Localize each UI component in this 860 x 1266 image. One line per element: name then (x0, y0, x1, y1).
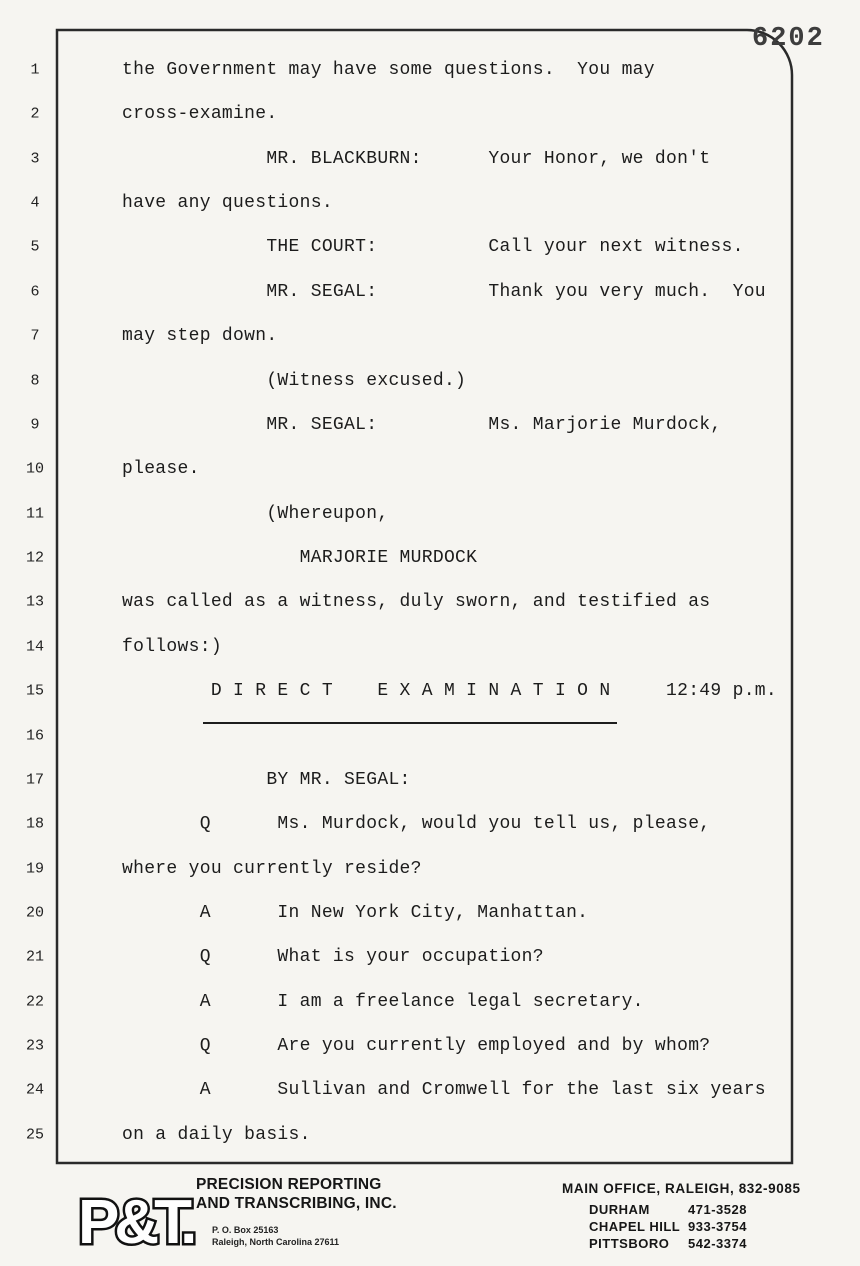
transcript-line (0, 891, 860, 935)
line-text: (Witness excused.) (122, 370, 467, 391)
transcript-line (0, 846, 860, 890)
transcript-line (0, 181, 860, 225)
line-number: 12 (25, 549, 44, 567)
transcript-line (0, 314, 860, 358)
line-text: MARJORIE MURDOCK (122, 548, 478, 569)
address-line2: Raleigh, North Carolina 27611 (212, 1236, 340, 1247)
line-text: MR. SEGAL: Thank you very much. You (122, 281, 766, 302)
line-text: Q Are you currently employed and by whom? (122, 1036, 711, 1057)
line-text: on a daily basis. (122, 1124, 311, 1145)
company-name (196, 1175, 397, 1213)
address-line1: P. O. Box 25163 (212, 1225, 279, 1235)
transcript-line (0, 1024, 860, 1068)
line-number: 7 (30, 327, 40, 345)
branch-phone: 542-3374 (688, 1236, 747, 1251)
company-name-line2: AND TRANSCRIBING, INC. (196, 1195, 397, 1212)
transcript-line (0, 935, 860, 979)
line-text: D I R E C T E X A M I N A T I O N 12:49 p.m. (122, 681, 778, 702)
transcript-line (0, 137, 860, 181)
line-number: 20 (25, 904, 44, 922)
line-text: where you currently reside? (122, 858, 422, 879)
line-number: 8 (30, 372, 40, 390)
transcript-line (0, 92, 860, 136)
prt-logo (76, 1169, 204, 1266)
branch-city: DURHAM (589, 1202, 650, 1217)
transcript-line (0, 802, 860, 846)
transcript-line (0, 758, 860, 802)
line-number: 2 (30, 105, 40, 123)
line-text: was called as a witness, duly sworn, and testified as (122, 592, 711, 613)
branch-office-row (589, 1201, 747, 1218)
branch-city: PITTSBORO (589, 1236, 670, 1251)
line-number: 14 (25, 638, 44, 656)
transcript-line (0, 980, 860, 1024)
line-number: 3 (30, 150, 40, 168)
line-text: the Government may have some questions. You may (122, 59, 655, 80)
line-text: Q What is your occupation? (122, 947, 544, 968)
line-number: 23 (25, 1037, 44, 1055)
line-text: A Sullivan and Cromwell for the last six years (122, 1080, 766, 1101)
transcript-line (0, 492, 860, 536)
line-text: have any questions. (122, 193, 333, 214)
branch-offices (589, 1201, 747, 1252)
line-number: 21 (25, 948, 44, 966)
line-number: 1 (30, 61, 40, 79)
transcript-line (0, 1113, 860, 1157)
line-text: may step down. (122, 326, 278, 347)
transcript-line (0, 580, 860, 624)
transcript-line (0, 403, 860, 447)
transcript-line (0, 48, 860, 92)
line-text: please. (122, 459, 200, 480)
line-text: MR. BLACKBURN: Your Honor, we don't (122, 148, 711, 169)
line-number: 18 (25, 815, 44, 833)
company-address (212, 1225, 339, 1248)
line-number: 25 (25, 1126, 44, 1144)
line-text: THE COURT: Call your next witness. (122, 237, 744, 258)
line-text: A In New York City, Manhattan. (122, 903, 589, 924)
line-number: 19 (25, 860, 44, 878)
line-text: Q Ms. Murdock, would you tell us, please, (122, 814, 711, 835)
main-office-line: MAIN OFFICE, RALEIGH, 832-9085 (562, 1181, 801, 1196)
line-text: MR. SEGAL: Ms. Marjorie Murdock, (122, 414, 722, 435)
transcript-line (0, 1068, 860, 1112)
footer (0, 1163, 860, 1266)
line-text: BY MR. SEGAL: (122, 769, 411, 790)
line-text: (Whereupon, (122, 503, 389, 524)
transcript-line (0, 625, 860, 669)
transcript-line (0, 225, 860, 269)
line-number: 11 (25, 505, 44, 523)
branch-phone: 471-3528 (688, 1202, 747, 1217)
line-number: 13 (25, 593, 44, 611)
branch-office-row (589, 1218, 747, 1235)
line-text: A I am a freelance legal secretary. (122, 991, 644, 1012)
line-number: 17 (25, 771, 44, 789)
line-number: 22 (25, 993, 44, 1011)
company-name-line1: PRECISION REPORTING (196, 1176, 382, 1193)
line-number: 15 (25, 682, 44, 700)
line-number: 24 (25, 1081, 44, 1099)
transcript-line (0, 358, 860, 402)
line-number: 6 (30, 283, 40, 301)
line-text: cross-examine. (122, 104, 278, 125)
branch-city: CHAPEL HILL (589, 1219, 681, 1234)
transcript-line (0, 713, 860, 757)
transcript-line (0, 270, 860, 314)
line-number: 4 (30, 194, 40, 212)
transcript-line (0, 447, 860, 491)
page-number: 6202 (752, 24, 825, 54)
direct-examination-underline (203, 722, 617, 724)
prt-logo-text: P&T. (78, 1188, 193, 1257)
line-number: 10 (25, 460, 44, 478)
transcript-line (0, 669, 860, 713)
line-text: follows:) (122, 636, 222, 657)
branch-office-row (589, 1235, 747, 1252)
line-number: 9 (30, 416, 40, 434)
line-number: 16 (25, 727, 44, 745)
transcript-line (0, 536, 860, 580)
line-number: 5 (30, 238, 40, 256)
branch-phone: 933-3754 (688, 1219, 747, 1234)
